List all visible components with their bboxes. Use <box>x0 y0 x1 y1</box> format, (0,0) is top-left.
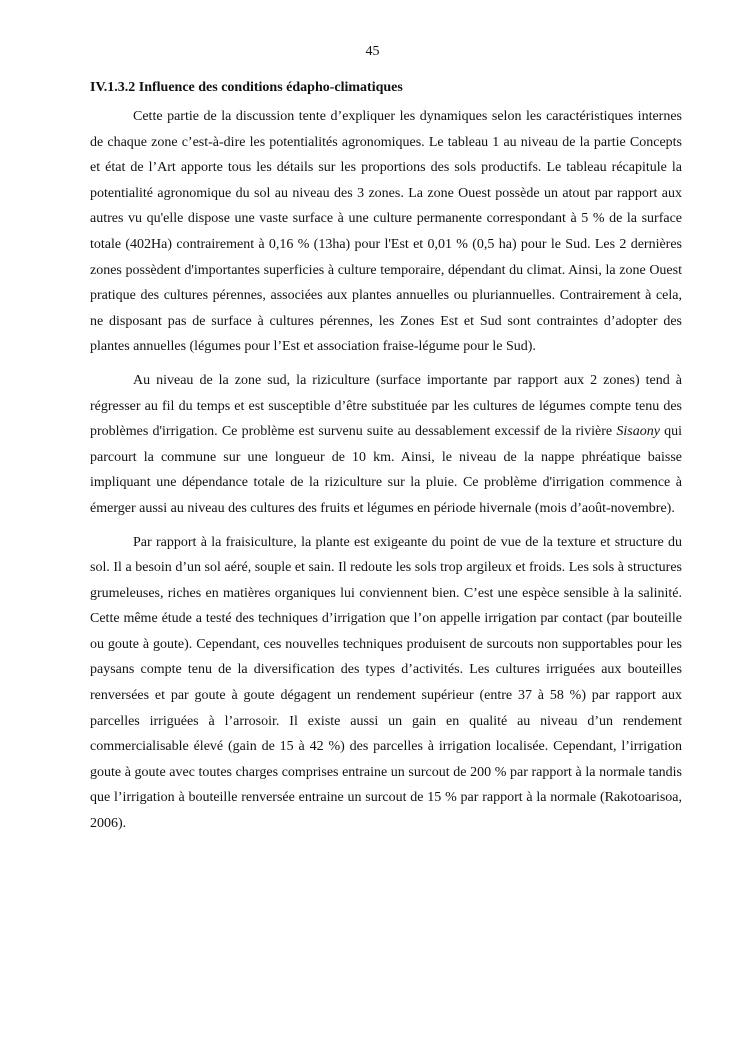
river-name-sisaony: Sisaony <box>616 424 660 440</box>
paragraph-text-before-river: Au niveau de la zone sud, la riziculture (surface importante par rapport aux 2 zones) tend à régresser au fil du temps et est susceptible d’être substituée par les cultures de légumes compte tenu des problèmes d'irrigation. Ce problème est survenu suite au dessablement excessif de la rivière <box>90 372 682 440</box>
paragraph-edaphic-potential: Cette partie de la discussion tente d’expliquer les dynamiques selon les caractéristiques internes de chaque zone c’est-à-dire les potentialités agronomiques. Le tableau 1 au niveau de la partie Concepts et état de l’Art apporte tous les détails sur les proportions des sols productifs. Le tableau récapitule la potentialité agronomique du sol au niveau des 3 zones. La zone Ouest possède un atout par rapport aux autres vu qu'elle dispose une vaste surface à une culture permanente correspondant à 5 % de la surface totale (402Ha) contrairement à 0,16 % (13ha) pour l'Est et 0,01 % (0,5 ha) pour le Sud. Les 2 dernières zones possèdent d'importantes superficies à culture temporaire, dépendant du climat. Ainsi, la zone Ouest pratique des cultures pérennes, associées aux plantes annuelles ou pluriannuelles. Contrairement à cela, ne disposant pas de surface à cultures pérennes, les Zones Est et Sud sont contraintes d’adopter des plantes annuelles (légumes pour l’Est et association fraise-légume pour le Sud). <box>90 109 682 355</box>
page-number: 45 <box>365 44 380 59</box>
paragraph-text-after-river: qui parcourt la commune sur une longueur de 10 km. Ainsi, le niveau de la nappe phréatique baisse impliquant une dépendance totale de la riziculture sur la pluie. Ce problème d'irrigation commence à émerger aussi au niveau des cultures des fruits et légumes en période hivernale (mois d’août-novembre). <box>90 424 683 516</box>
page-body <box>90 78 682 837</box>
paragraph-south-zone-irrigation <box>90 368 682 522</box>
paragraph-strawberry-cultivation: Par rapport à la fraisiculture, la plante est exigeante du point de vue de la texture et structure du sol. Il a besoin d’un sol aéré, souple et sain. Il redoute les sols trop argileux et froids. Les sols à structures grumeleuses, riches en matières organiques lui conviennent bien. C’est une espèce sensible à la salinité. Cette même étude a testé des techniques d’irrigation que l’on appelle irrigation par contact (par bouteille ou goute à goute). Cependant, ces nouvelles techniques produisent de surcouts non supportables pour les paysans compte tenu de la diversification des types d’activités. Les cultures irriguées aux bouteilles renversées et par goute à goute dégagent un rendement supérieur (entre 37 à 58 %) par rapport aux parcelles irriguées à l’arrosoir. Il existe aussi un gain en qualité au niveau d’un rendement commercialisable élevé (gain de 15 à 42 %) des parcelles à irrigation localisée. Cependant, l’irrigation goute à goute avec toutes charges comprises entraine un surcout de 200 % par rapport à la normale tandis que l’irrigation à bouteille renversée entraine un surcout de 15 % par rapport à la normale (Rakotoarisoa, 2006). <box>90 534 682 832</box>
section-heading: IV.1.3.2 Influence des conditions édapho-climatiques <box>90 80 403 95</box>
